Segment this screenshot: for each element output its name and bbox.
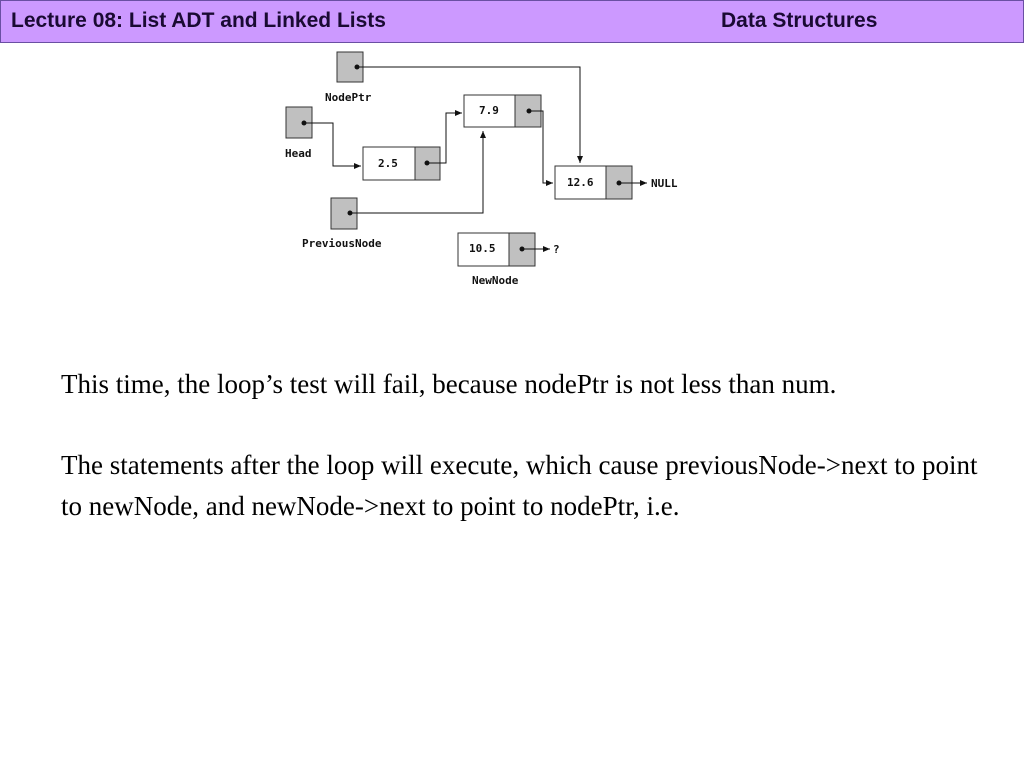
node-3-value: 12.6 (567, 176, 594, 189)
nodeptr-label: NodePtr (325, 91, 372, 104)
slide-body (61, 364, 981, 567)
node-1-value: 2.5 (378, 157, 398, 170)
newnode-label: NewNode (472, 274, 519, 287)
previousnode-label: PreviousNode (302, 237, 382, 250)
body-paragraph-2: The statements after the loop will execute, which cause previousNode->next to point to newNode, and newNode->next to point to nodePtr, i.e. (61, 450, 978, 521)
unknown-label: ? (553, 243, 560, 256)
body-paragraph-1: This time, the loop’s test will fail, because nodePtr is not less than num. (61, 369, 837, 399)
course-title: Data Structures (721, 9, 878, 32)
new-node-value: 10.5 (469, 242, 496, 255)
linked-list-diagram (0, 0, 1024, 330)
head-label: Head (285, 147, 312, 160)
node-2-value: 7.9 (479, 104, 499, 117)
null-label: NULL (651, 177, 678, 190)
lecture-title: Lecture 08: List ADT and Linked Lists (11, 9, 386, 32)
